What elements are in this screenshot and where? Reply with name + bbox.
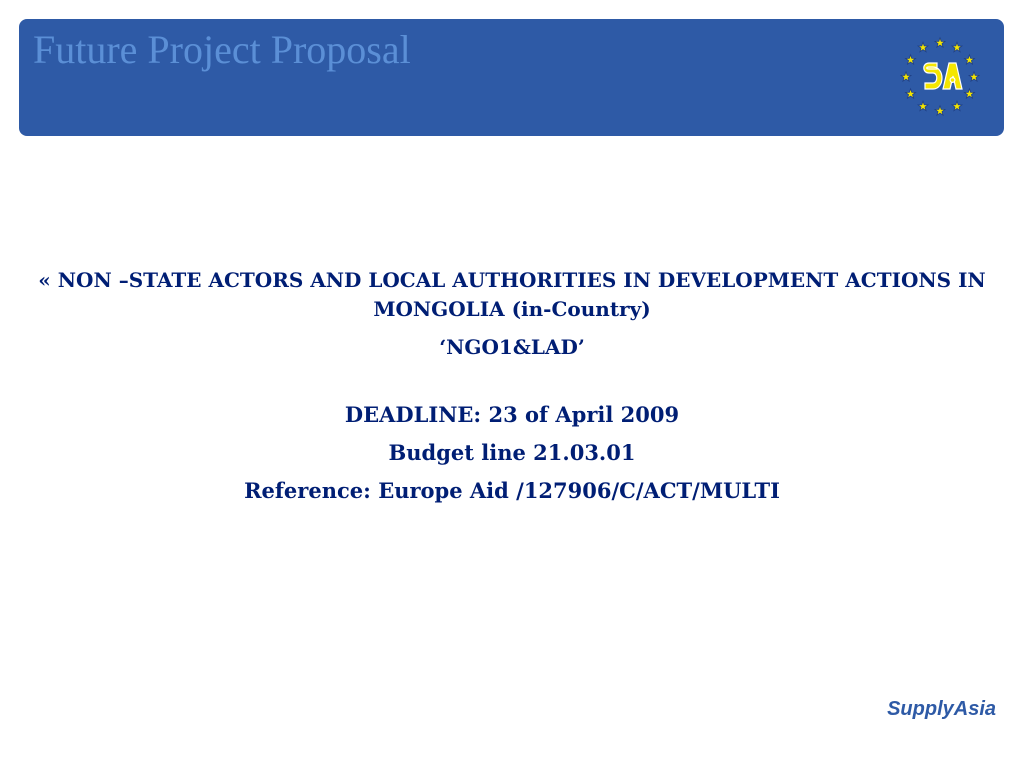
call-code: ‘NGO1&LAD’: [439, 335, 585, 359]
star-icon: [918, 101, 928, 110]
header-banner: [19, 19, 1004, 136]
star-icon: [952, 42, 962, 51]
slide-title: Future Project Proposal: [33, 27, 411, 72]
star-icon: [935, 38, 945, 47]
star-icon: [901, 72, 911, 81]
star-icon: [906, 89, 916, 98]
proposal-details: [20, 266, 1004, 506]
footer-brand: SupplyAsia: [887, 698, 996, 720]
star-icon: [965, 89, 975, 98]
sa-monogram-icon: [924, 63, 962, 89]
deadline: DEADLINE: 23 of April 2009: [344, 402, 680, 427]
eu-stars-sa-logo-icon: [898, 35, 982, 119]
star-icon: [969, 72, 979, 81]
star-icon: [965, 55, 975, 64]
call-title: « NON –STATE ACTORS AND LOCAL AUTHORITIES IN DEVELOPMENT ACTIONS IN MONGOLIA (in-Country): [38, 268, 986, 321]
logo-graphic: [898, 35, 982, 119]
budget-line: Budget line 21.03.01: [388, 440, 636, 465]
reference: Reference: Europe Aid /127906/C/ACT/MULTI: [244, 478, 780, 503]
star-icon: [906, 55, 916, 64]
star-icon: [935, 106, 945, 115]
star-icon: [952, 101, 962, 110]
star-icon: [918, 42, 928, 51]
